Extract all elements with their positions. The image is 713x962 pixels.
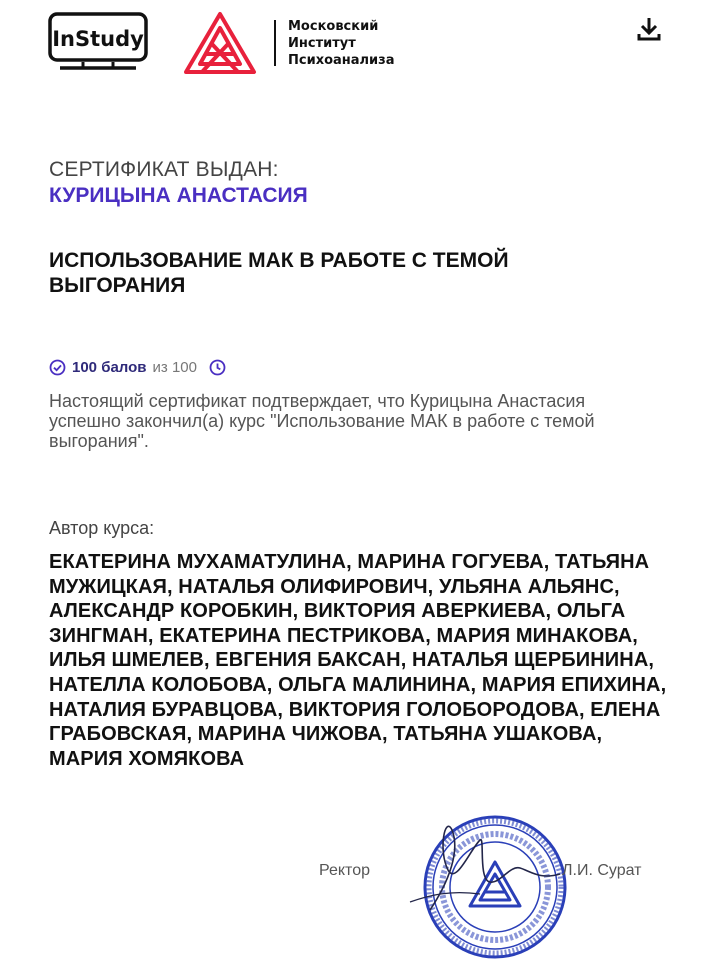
logo-separator: [274, 20, 276, 66]
authors-list: ЕКАТЕРИНА МУХАМАТУЛИНА, МАРИНА ГОГУЕВА, ТАТЬЯНА МУЖИЦКАЯ, НАТАЛЬЯ ОЛИФИРОВИЧ, УЛЬЯНА АЛЬЯНС, АЛЕКСАНДР КОРОБКИН, ВИКТОРИЯ АВЕРКИЕВА, ОЛЬГА ЗИНГМАН, ЕКАТЕРИНА ПЕСТРИКОВА, МАРИЯ МИНАКОВА, ИЛЬЯ ШМЕЛЕВ, ЕВГЕНИЯ БАКСАН, НАТАЛЬЯ ЩЕРБИНИНА, НАТЕЛЛА КОЛОБОВА, ОЛЬГА МАЛИНИНА, МАРИЯ ЕПИХИНА, НАТАЛИЯ БУРАВЦОВА, ВИКТОРИЯ ГОЛОБОРОДОВА, ЕЛЕНА ГРАБОВСКАЯ, МАРИНА ЧИЖОВА, ТАТЬЯНА УШАКОВА, МАРИЯ ХОМЯКОВА: [49, 551, 667, 770]
download-icon[interactable]: [636, 16, 662, 42]
score-row: [49, 359, 226, 376]
score-max: из 100: [152, 359, 197, 376]
clock-icon: [209, 359, 226, 376]
score-value: 100 балов: [72, 359, 147, 376]
check-circle-icon: [49, 359, 66, 376]
rector-signature: [390, 810, 570, 930]
institute-name: [288, 18, 395, 69]
instudy-logo-text: InStudy: [52, 27, 144, 51]
instudy-logo: [48, 12, 148, 76]
institute-triangle-logo: [182, 10, 258, 76]
certificate-issued-label: СЕРТИФИКАТ ВЫДАН:: [49, 158, 279, 181]
course-title: ИСПОЛЬЗОВАНИЕ МАК В РАБОТЕ С ТЕМОЙ ВЫГОРАНИЯ: [49, 249, 509, 297]
rector-name: Л.И. Сурат: [562, 862, 642, 879]
header: [48, 10, 668, 80]
institute-name-line-1: Московский: [288, 19, 379, 34]
institute-name-line-2: Институт: [288, 36, 356, 51]
institute-name-line-3: Психоанализа: [288, 53, 395, 68]
recipient-name: КУРИЦЫНА АНАСТАСИЯ: [49, 184, 308, 207]
author-label: Автор курса:: [49, 518, 155, 538]
rector-label: Ректор: [319, 862, 370, 879]
certificate-description: Настоящий сертификат подтверждает, что Курицына Анастасия успешно закончил(а) курс "Использование МАК в работе с темой выгорания".: [49, 391, 595, 451]
